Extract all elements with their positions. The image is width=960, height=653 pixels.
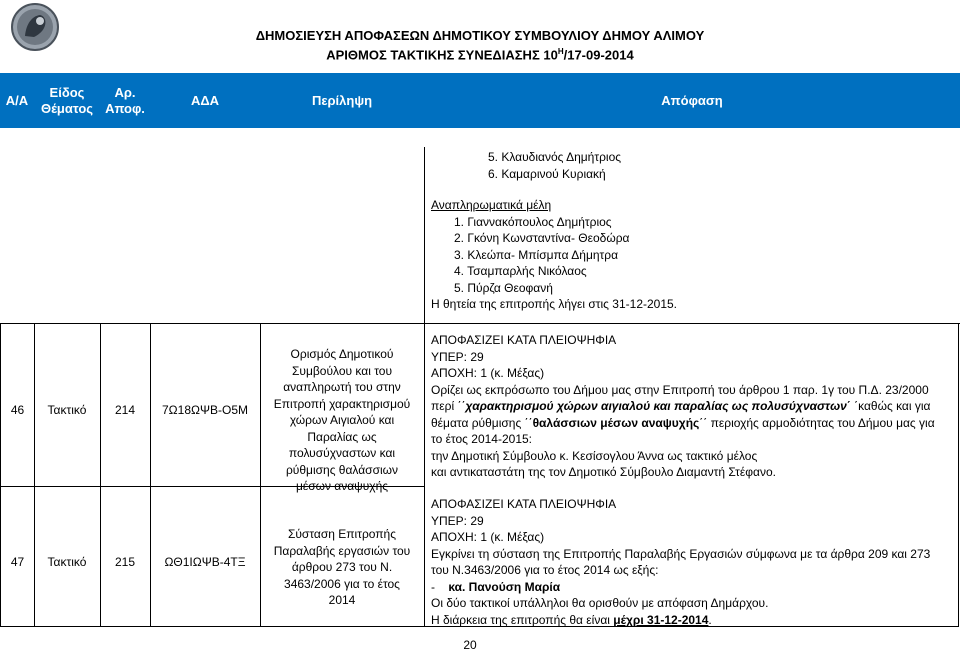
col-aa: Α/Α [5, 92, 29, 108]
vote-for: ΥΠΕΡ: 29 [431, 349, 484, 364]
row-46-type: Τακτικό [47, 403, 87, 417]
col-eidos: Είδος Θέματος [40, 84, 94, 116]
vote-for: ΥΠΕΡ: 29 [431, 513, 484, 528]
decision-title: ΑΠΟΦΑΣΙΖΕΙ ΚΑΤΑ ΠΛΕΙΟΨΗΦΙΑ [431, 497, 617, 511]
continuation-cell [424, 147, 960, 324]
col-ada: ΑΔΑ [190, 92, 220, 108]
list-item: 5. Κλαυδιανός Δημήτριος [488, 150, 622, 164]
row-47-decision: ΑΠΟΦΑΣΙΖΕΙ ΚΑΤΑ ΠΛΕΙΟΨΗΦΙΑ ΥΠΕΡ: 29 ΑΠΟΧΗ: 1 (κ. Μέξας) Εγκρίνει τη σύσταση της Επιτροπής Παραλαβής Εργασιών σύμφωνα με τα άρθρα 209 και 273 του Ν.3463/2006 για το έτος 2014 ως εξής: - κα. Πανούση Μαρία Οι δύο τακτικοί υπάλληλοι θα ορισθούν με απόφαση Δημάρχου. Η διάρκεια της επιτροπής θα είναι μέχρι 31-12-2014. [431, 496, 953, 628]
row-46-summary: Ορισμός Δημοτικού Συμβούλου και του αναπληρωτή του στην Επιτροπή χαρακτηρισμού χώρων Αιγιαλού και Παραλίας ως πολυσύχναστων και ρύθμισης θαλάσσιων μέσων αναψυχής [273, 347, 411, 493]
vote-abstain: ΑΠΟΧΗ: 1 (κ. Μέξας) [431, 366, 545, 380]
col-ar-apof: Αρ. Αποφ. [105, 84, 145, 116]
row-47-num: 215 [114, 555, 136, 569]
page-number: 20 [463, 638, 477, 652]
row-46-ada: 7Ω18ΩΨΒ-Ο5Μ [162, 403, 248, 417]
alt-heading: Αναπληρωματικά μέλη [431, 198, 552, 212]
list-item: 6. Καμαρινού Κυριακή [488, 166, 606, 181]
list-item: 1. Γιαννακόπουλος Δημήτριος [454, 214, 612, 229]
list-item: 5. Πύρζα Θεοφανή [454, 280, 553, 295]
document-title: ΔΗΜΟΣΙΕΥΣΗ ΑΠΟΦΑΣΕΩΝ ΔΗΜΟΤΙΚΟΥ ΣΥΜΒΟΥΛΙΟΥ ΔΗΜΟΥ ΑΛΙΜΟΥ [255, 28, 705, 43]
decisions-table [0, 323, 959, 627]
decision-title: ΑΠΟΦΑΣΙΖΕΙ ΚΑΤΑ ΠΛΕΙΟΨΗΦΙΑ [431, 333, 617, 347]
vote-abstain: ΑΠΟΧΗ: 1 (κ. Μέξας) [431, 530, 545, 544]
row-47-type: Τακτικό [47, 555, 87, 569]
row-46-aa: 46 [10, 403, 25, 417]
row-46-num: 214 [114, 403, 136, 417]
list-item: 3. Κλεώπα- Μπίσμπα Δήμητρα [454, 247, 619, 262]
term-note: Η θητεία της επιτροπής λήγει στις 31-12-2015. [431, 297, 678, 311]
table-header [0, 73, 960, 128]
alternate-members [431, 197, 677, 313]
session-title: ΑΡΙΘΜΟΣ ΤΑΚΤΙΚΗΣ ΣΥΝΕΔΙΑΣΗΣ $10^H/17-09-2014$ [326, 47, 634, 63]
row-47-aa: 47 [10, 555, 25, 569]
row-46-decision: ΑΠΟΦΑΣΙΖΕΙ ΚΑΤΑ ΠΛΕΙΟΨΗΦΙΑ ΥΠΕΡ: 29 ΑΠΟΧΗ: 1 (κ. Μέξας) Ορίζει ως εκπρόσωπο του Δήμου μας στην Επιτροπή του άρθρου 1 παρ. 1γ του Π.Δ. 23/2000 περί ΄΄χαρακτηρισμού χώρων αιγιαλού και παραλίας ως πολυσύχναστων΄ ΄καθώς και για θέματα ρύθμισης ΄΄θαλάσσιων μέσων αναψυχής΄΄ περιοχής αρμοδιότητας του Δήμου μας για το έτος 2014-2015: την Δημοτική Σύμβουλο κ. Κεσίσογλου Άννα ως τακτικό μέλος και αντικαταστάτη της τον Δημοτικό Σύμβουλο Διαμαντή Στέφανο. [431, 332, 953, 481]
member-list [488, 149, 621, 182]
row-47-summary: Σύσταση Επιτροπής Παραλαβής εργασιών του άρθρου 273 του Ν. 3463/2006 για το έτος 2014 [273, 527, 411, 607]
row-47-ada: ΩΘ1ΙΩΨΒ-4ΤΞ [164, 555, 246, 569]
col-apofasi: Απόφαση [661, 92, 723, 108]
list-item: 4. Τσαμπαρλής Νικόλαος [454, 264, 587, 278]
col-perilipsi: Περίληψη [311, 92, 373, 108]
list-item: 2. Γκόνη Κωνσταντίνα- Θεοδώρα [454, 231, 630, 245]
